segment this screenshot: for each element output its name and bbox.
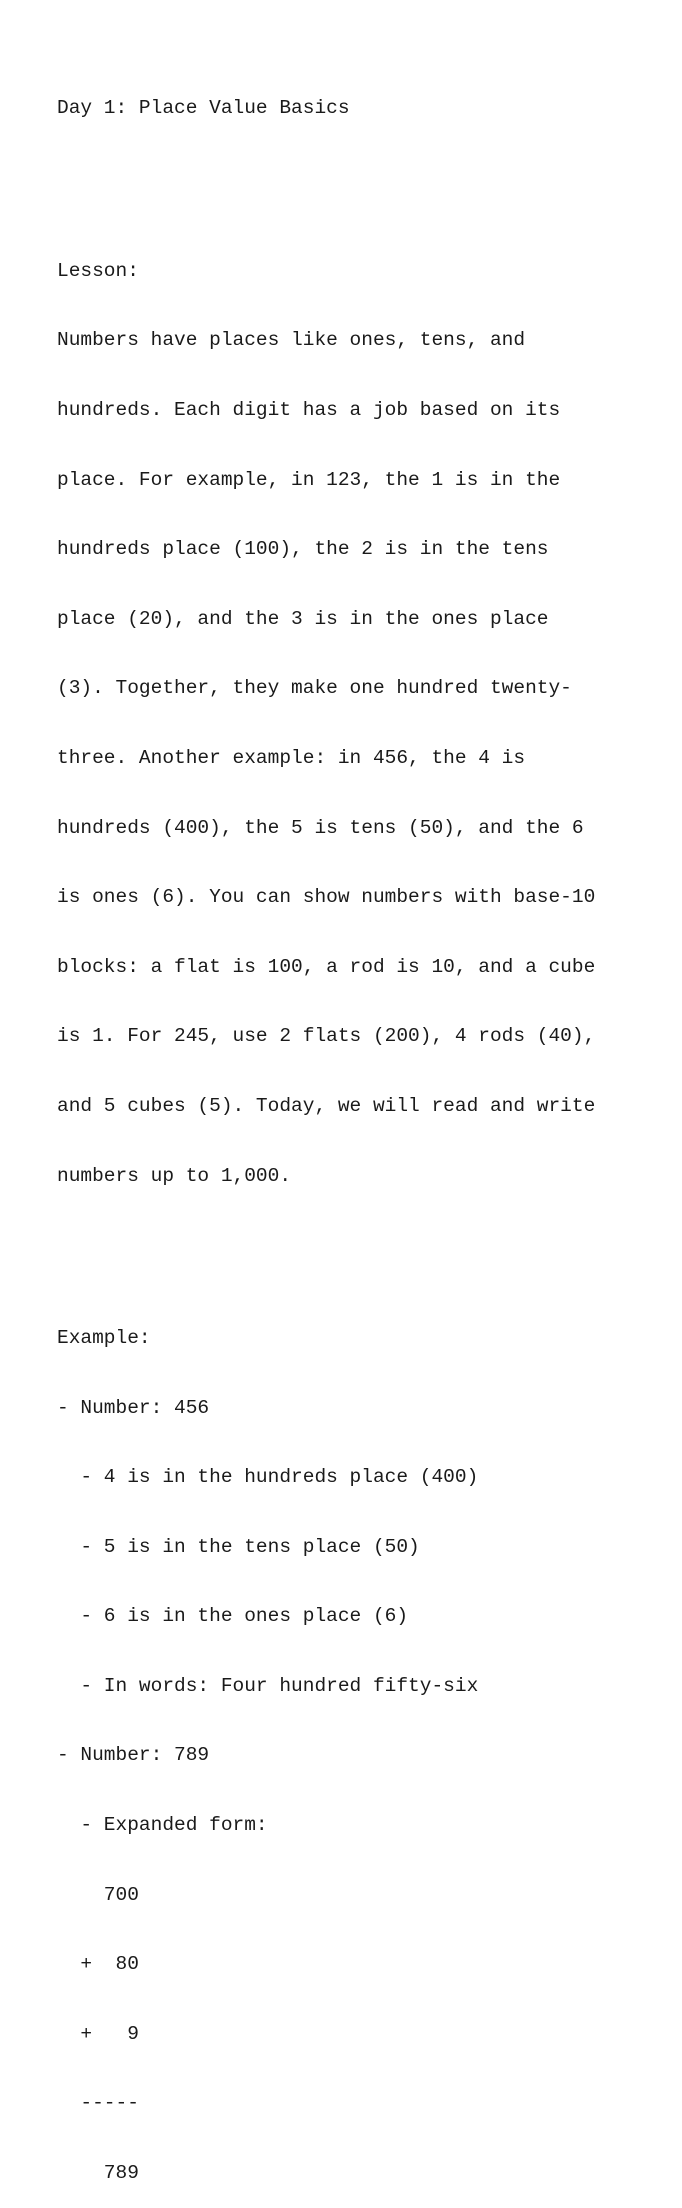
example-line: - 6 is in the ones place (6) bbox=[57, 1605, 409, 1628]
example-line: ----- bbox=[57, 2092, 139, 2115]
blank-line bbox=[57, 1234, 667, 1257]
lesson-line: place. For example, in 123, the 1 is in the bbox=[57, 468, 561, 491]
example-line: 700 bbox=[57, 1883, 139, 1906]
example-line: + 80 bbox=[57, 1953, 139, 1976]
lesson-line: three. Another example: in 456, the 4 is bbox=[57, 746, 526, 769]
lesson-document bbox=[57, 51, 667, 2208]
page-title: Day 1: Place Value Basics bbox=[57, 97, 350, 120]
example-line: 789 bbox=[57, 2162, 139, 2185]
lesson-line: hundreds. Each digit has a job based on its bbox=[57, 398, 561, 421]
lesson-line: hundreds place (100), the 2 is in the tens bbox=[57, 538, 549, 561]
example-line: - 5 is in the tens place (50) bbox=[57, 1535, 420, 1558]
lesson-line: is ones (6). You can show numbers with base-10 bbox=[57, 886, 596, 909]
example-line: + 9 bbox=[57, 2022, 139, 2045]
lesson-line: is 1. For 245, use 2 flats (200), 4 rods (40), bbox=[57, 1025, 596, 1048]
lesson-line: hundreds (400), the 5 is tens (50), and the 6 bbox=[57, 816, 584, 839]
lesson-heading: Lesson: bbox=[57, 259, 139, 282]
lesson-line: place (20), and the 3 is in the ones place bbox=[57, 607, 549, 630]
example-line: - Expanded form: bbox=[57, 1814, 268, 1837]
lesson-line: (3). Together, they make one hundred twenty- bbox=[57, 677, 572, 700]
lesson-line: blocks: a flat is 100, a rod is 10, and a cube bbox=[57, 955, 596, 978]
example-line: - In words: Four hundred fifty-six bbox=[57, 1674, 479, 1697]
lesson-line: and 5 cubes (5). Today, we will read and write bbox=[57, 1094, 596, 1117]
example-line: - Number: 789 bbox=[57, 1744, 210, 1767]
example-line: - 4 is in the hundreds place (400) bbox=[57, 1466, 479, 1489]
example-heading: Example: bbox=[57, 1326, 151, 1349]
blank-line bbox=[57, 167, 667, 190]
lesson-line: Numbers have places like ones, tens, and bbox=[57, 329, 526, 352]
lesson-line: numbers up to 1,000. bbox=[57, 1164, 292, 1187]
example-line: - Number: 456 bbox=[57, 1396, 210, 1419]
